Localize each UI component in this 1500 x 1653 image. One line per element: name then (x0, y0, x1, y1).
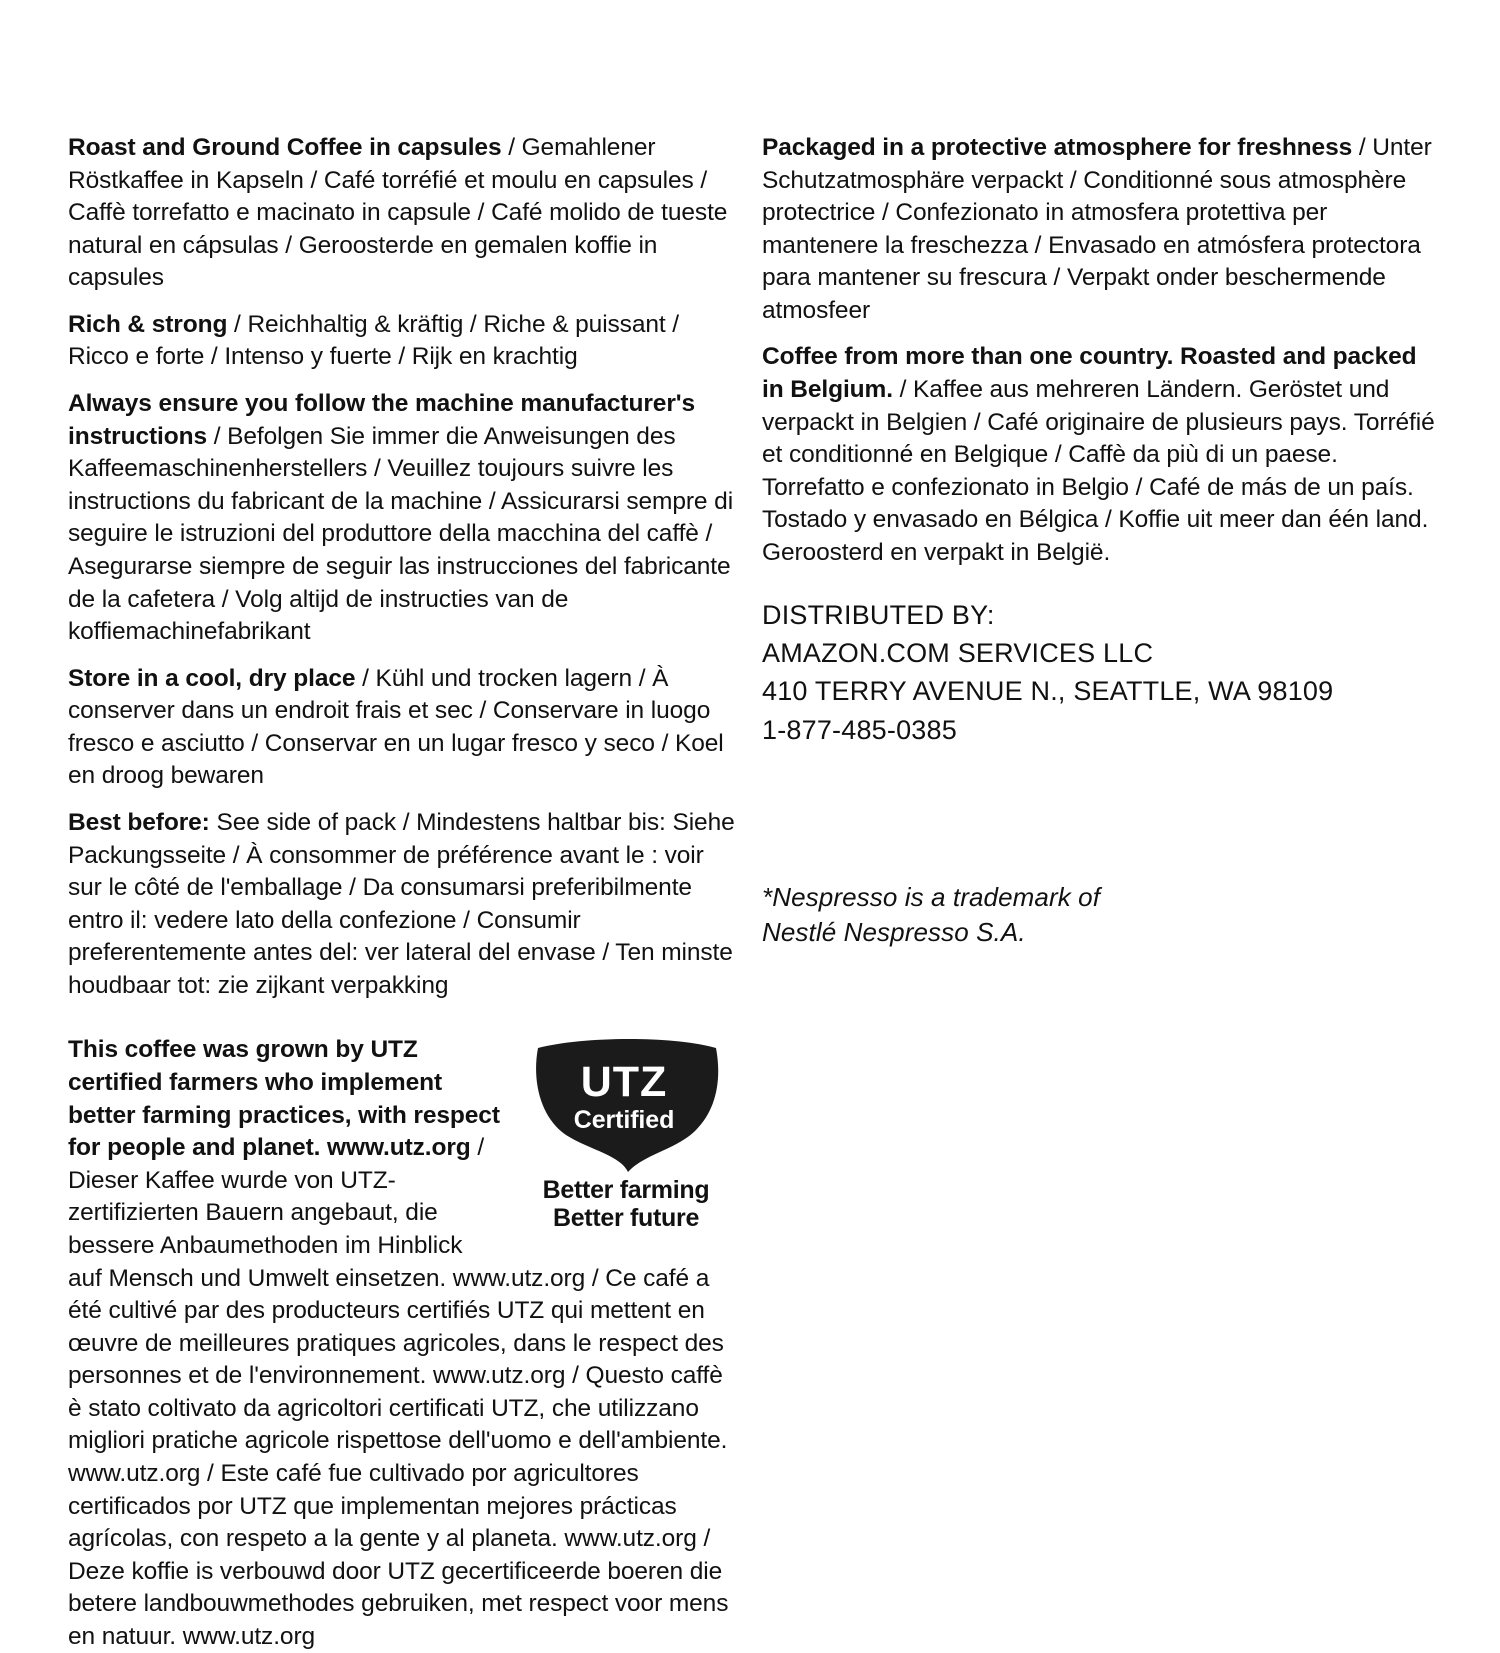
paragraph-protective-atmosphere-rest: / Unter Schutzatmosphäre verpackt / Conditionné sous atmosphère protectrice / Confezionato in atmosfera protettiva per mantenere la freschezza / Envasado en atmósfera protectora para mantener su frescura / Verpakt onder beschermende atmosfeer (762, 134, 1432, 324)
paragraph-roast-and-ground-rest: / Gemahlener Röstkaffee in Kapseln / Café torréfié et moulu en capsules / Caffè torrefatto e macinato in capsule / Café molido de tueste natural en cápsulas / Geroosterde en gemalen koffie in capsules (68, 134, 728, 292)
paragraph-storage-rest: / Kühl und trocken lagern / À conserver dans un endroit frais et sec / Conservare in luogo fresco e asciutto / Conservar en un lugar fresco y seco / Koel en droog bewaren (68, 664, 724, 790)
utz-section (68, 1034, 736, 1653)
paragraph-origin-bold: Coffee from more than one country. Roasted and packed in Belgium. (762, 343, 1417, 404)
trademark-line1: *Nespresso is a trademark of (762, 882, 1101, 912)
paragraph-protective-atmosphere-bold: Packaged in a protective atmosphere for freshness (762, 134, 1353, 161)
trademark-note (762, 880, 1282, 950)
left-column (68, 132, 736, 1653)
paragraph-roast-and-ground-bold: Roast and Ground Coffee in capsules (68, 134, 502, 161)
utz-shield-icon (524, 1034, 729, 1174)
svg-text:Certified: Certified (573, 1106, 674, 1135)
utz-paragraph-bold: This coffee was grown by UTZ certified farmers who implement better farming practices, with respect for people and planet. www.utz.org (68, 1036, 500, 1162)
paragraph-best-before (68, 807, 736, 1002)
paragraph-machine-instructions (68, 388, 736, 649)
utz-tagline-line1: Better farming (542, 1176, 710, 1205)
paragraph-rich-and-strong (68, 309, 736, 374)
right-column (762, 132, 1444, 749)
paragraph-rich-and-strong-rest: / Reichhaltig & kräftig / Riche & puissant / Ricco e forte / Intenso y fuerte / Rijk en krachtig (68, 310, 680, 371)
paragraph-storage (68, 663, 736, 793)
paragraph-best-before-rest: See side of pack / Mindestens haltbar bis: Siehe Packungsseite / À consommer de préférence avant le : voir sur le côté de l'emballage / Da consumarsi preferibilmente entro il: vedere lato della confezione / Consumir preferentemente antes del: ver lateral del envase / Ten minste houdbaar tot: zie zijkant verpakking (68, 808, 735, 999)
paragraph-roast-and-ground (68, 132, 736, 295)
utz-paragraph-rest: / Dieser Kaffee wurde von UTZ-zertifizierten Bauern angebaut, die bessere Anbaumethoden im Hinblick auf Mensch und Umwelt einsetzen. www.utz.org / Ce café a été cultivé par des producteurs certifiés UTZ qui mettent en œuvre de meilleures pratiques agricoles, dans le respect des personnes et de l'environnement. www.utz.org / Questo caffè è stato coltivato da agricoltori certificati UTZ, che utilizzano migliori pratiche agricole rispettose dell'uomo e dell'ambiente. www.utz.org / Este café fue cultivado por agricultores certificados por UTZ que implementan mejores prácticas agrícolas, con respeto a la gente y al planeta. www.utz.org / Deze koffie is verbouwd door UTZ gecertificeerde boeren die betere landbouwmethodes gebruiken, met respect voor mens en natuur. www.utz.org (68, 1134, 729, 1650)
trademark-line2: Nestlé Nespresso S.A. (762, 917, 1026, 948)
utz-tagline (516, 1176, 736, 1232)
distributor-label: DISTRIBUTED BY: (762, 599, 995, 630)
utz-tagline-line2: Better future (552, 1204, 700, 1233)
paragraph-storage-bold: Store in a cool, dry place (68, 664, 356, 692)
distributor-company: AMAZON.COM SERVICES LLC (762, 637, 1154, 668)
paragraph-protective-atmosphere (762, 132, 1444, 327)
distributor-phone: 1-877-485-0385 (762, 714, 957, 745)
paragraph-rich-and-strong-bold: Rich & strong (68, 310, 228, 338)
paragraph-best-before-bold: Best before: (68, 808, 210, 836)
paragraph-origin (762, 341, 1444, 569)
paragraph-machine-instructions-bold: Always ensure you follow the machine manufacturer's instructions (68, 390, 696, 450)
distributor-block (762, 596, 1444, 749)
utz-certified-logo (516, 1034, 736, 1232)
distributor-address: 410 TERRY AVENUE N., SEATTLE, WA 98109 (762, 676, 1334, 707)
paragraph-origin-rest: / Kaffee aus mehreren Ländern. Geröstet und verpackt in Belgien / Café originaire de plusieurs pays. Torréfié et conditionné en Belgique / Caffè da più di un paese. Torrefatto e confezionato in Belgio / Café de más de un país. Tostado y envasado en Bélgica / Koffie uit meer dan één land. Geroosterd en verpakt in België. (762, 376, 1435, 566)
svg-text:UTZ: UTZ (580, 1058, 667, 1107)
paragraph-machine-instructions-rest: / Befolgen Sie immer die Anweisungen des Kaffeemaschinenherstellers / Veuillez toujours suivre les instructions du fabricant de la machine / Assicurarsi sempre di seguire le istruzioni del produttore della macchina del caffè / Asegurarse siempre de seguir las instrucciones del fabricante de la cafetera / Volg altijd de instructies van de koffiemachinefabrikant (68, 422, 734, 646)
